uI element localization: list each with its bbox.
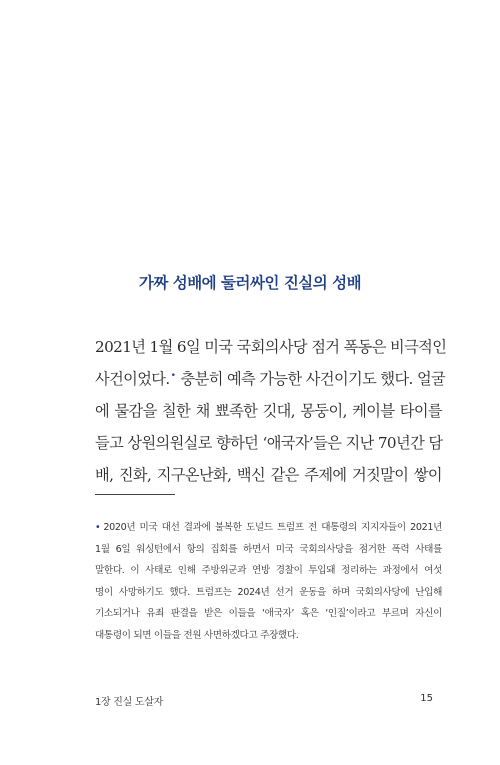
chapter-footer: 1장 진실 도살자 — [95, 697, 163, 708]
footnote-line-text: 2020년 미국 대선 결과에 불복한 도널드 트럼프 전 대통령의 지지자들이 2021년 — [103, 522, 442, 533]
footnote-line — [95, 517, 442, 539]
section-title: 가짜 성배에 둘러싸인 진실의 성배 — [138, 274, 362, 292]
footnote-line: 1월 6일 워싱턴에서 항의 집회를 하면서 미국 국회의사당을 점거한 폭력 사태를 — [95, 543, 442, 555]
body-line: 배, 진화, 지구온난화, 백신 같은 주제에 거짓말이 쌓이 — [95, 466, 442, 484]
footnote — [95, 517, 442, 646]
body-line — [95, 363, 446, 395]
body-line: 에 물감을 칠한 채 뾰족한 깃대, 몽둥이, 케이블 타이를 — [95, 402, 442, 420]
body-line-end: 충분히 예측 가능한 사건이기도 했다. 얼굴 — [180, 370, 446, 388]
body-line-start: 사건이었다. — [95, 370, 170, 388]
body-line: 들고 상원의원실로 향하던 ‘애국자’들은 지난 70년간 담 — [95, 434, 443, 452]
footnote-line: 기소되거나 유죄 판결을 받은 이들을 ‘애국자’ 혹은 ‘인질’이라고 부르며 자신이 — [95, 608, 442, 619]
footnote-divider — [95, 494, 175, 495]
footnote-line: 명이 사망하기도 했다. 트럼프는 2024년 선거 운동을 하며 국회의사당에 난입해 — [95, 586, 442, 598]
footnote-line: 대통령이 되면 이들을 전원 사면하겠다고 주장했다. — [95, 629, 299, 641]
footnote-line: 말한다. 이 사태로 인해 주방위군과 연방 경찰이 투입돼 정리하는 과정에서 여섯 — [95, 565, 442, 576]
footnote-bullet: • — [95, 522, 101, 533]
body-paragraph — [95, 331, 447, 491]
body-line: 2021년 1월 6일 미국 국회의사당 점거 폭동은 비극적인 — [95, 338, 447, 356]
footnote-reference-marker[interactable]: • — [170, 370, 176, 381]
page-number: 15 — [420, 693, 433, 704]
